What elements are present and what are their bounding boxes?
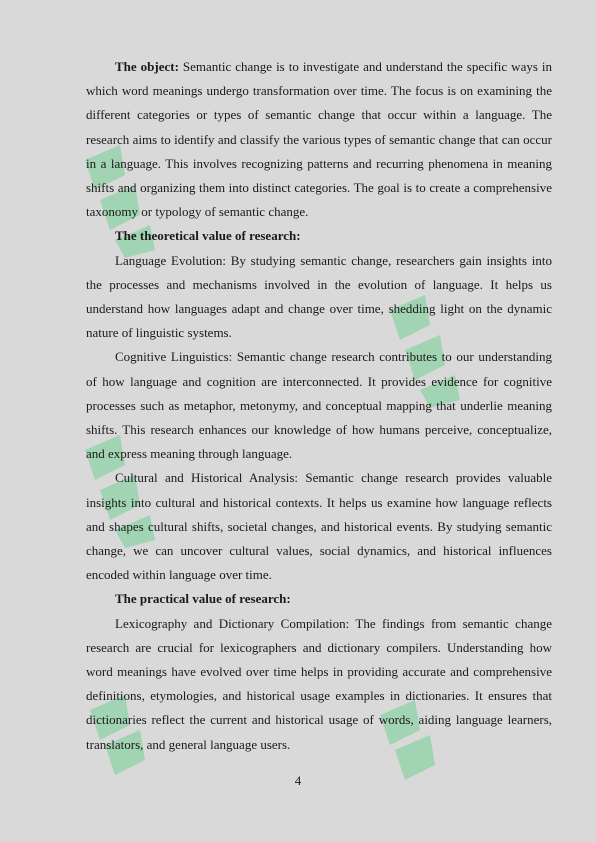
paragraph-language-evolution: Language Evolution: By studying semantic change, researchers gain insights into the processes and mechanisms involved in the evolution of language. It helps us understand how languages adapt and change over time, shedding light on the dynamic nature of linguistic systems. <box>86 252 552 341</box>
section-heading-theoretical: The theoretical value of research: <box>115 228 301 244</box>
object-lead: The object: <box>115 59 179 74</box>
paragraph-lexicography: Lexicography and Dictionary Compilation: The findings from semantic change research are crucial for lexicographers and dictionary compilers. Understanding how word meanings have evolved over time helps in providing accurate and comprehensive definitions, etymologies, and historical usage examples in dictionaries. It ensures that dictionaries reflect the current and historical usage of words, aiding language learners, translators, and general language users. <box>86 615 552 752</box>
object-paragraph <box>86 55 552 224</box>
page-number: 4 <box>294 773 302 788</box>
paragraph-cultural-historical: Cultural and Historical Analysis: Semantic change research provides valuable insights into cultural and historical contexts. It helps us examine how language reflects and shapes cultural shifts, societal changes, and historical events. By studying semantic change, we can uncover cultural values, social dynamics, and historical influences encoded within language over time. <box>86 470 552 583</box>
section-heading-practical: The practical value of research: <box>115 591 291 607</box>
object-text: Semantic change is to investigate and understand the specific ways in which word meanings undergo transformation over time. The focus is on examining the different categories or types of semantic change that occur within a language. The research aims to identify and classify the various types of semantic change that can occur in a language. This involves recognizing patterns and recurring phenomena in meaning shifts and organizing them into distinct categories. The goal is to create a comprehensive taxonomy or typology of semantic change. <box>86 59 552 220</box>
paragraph-cognitive-linguistics: Cognitive Linguistics: Semantic change research contributes to our understanding of how language and cognition are interconnected. It provides evidence for cognitive processes such as metaphor, metonymy, and conceptual mapping that underlie meaning shifts. This research enhances our knowledge of how humans perceive, conceptualize, and express meaning through language. <box>86 349 552 462</box>
document-body <box>86 55 552 757</box>
